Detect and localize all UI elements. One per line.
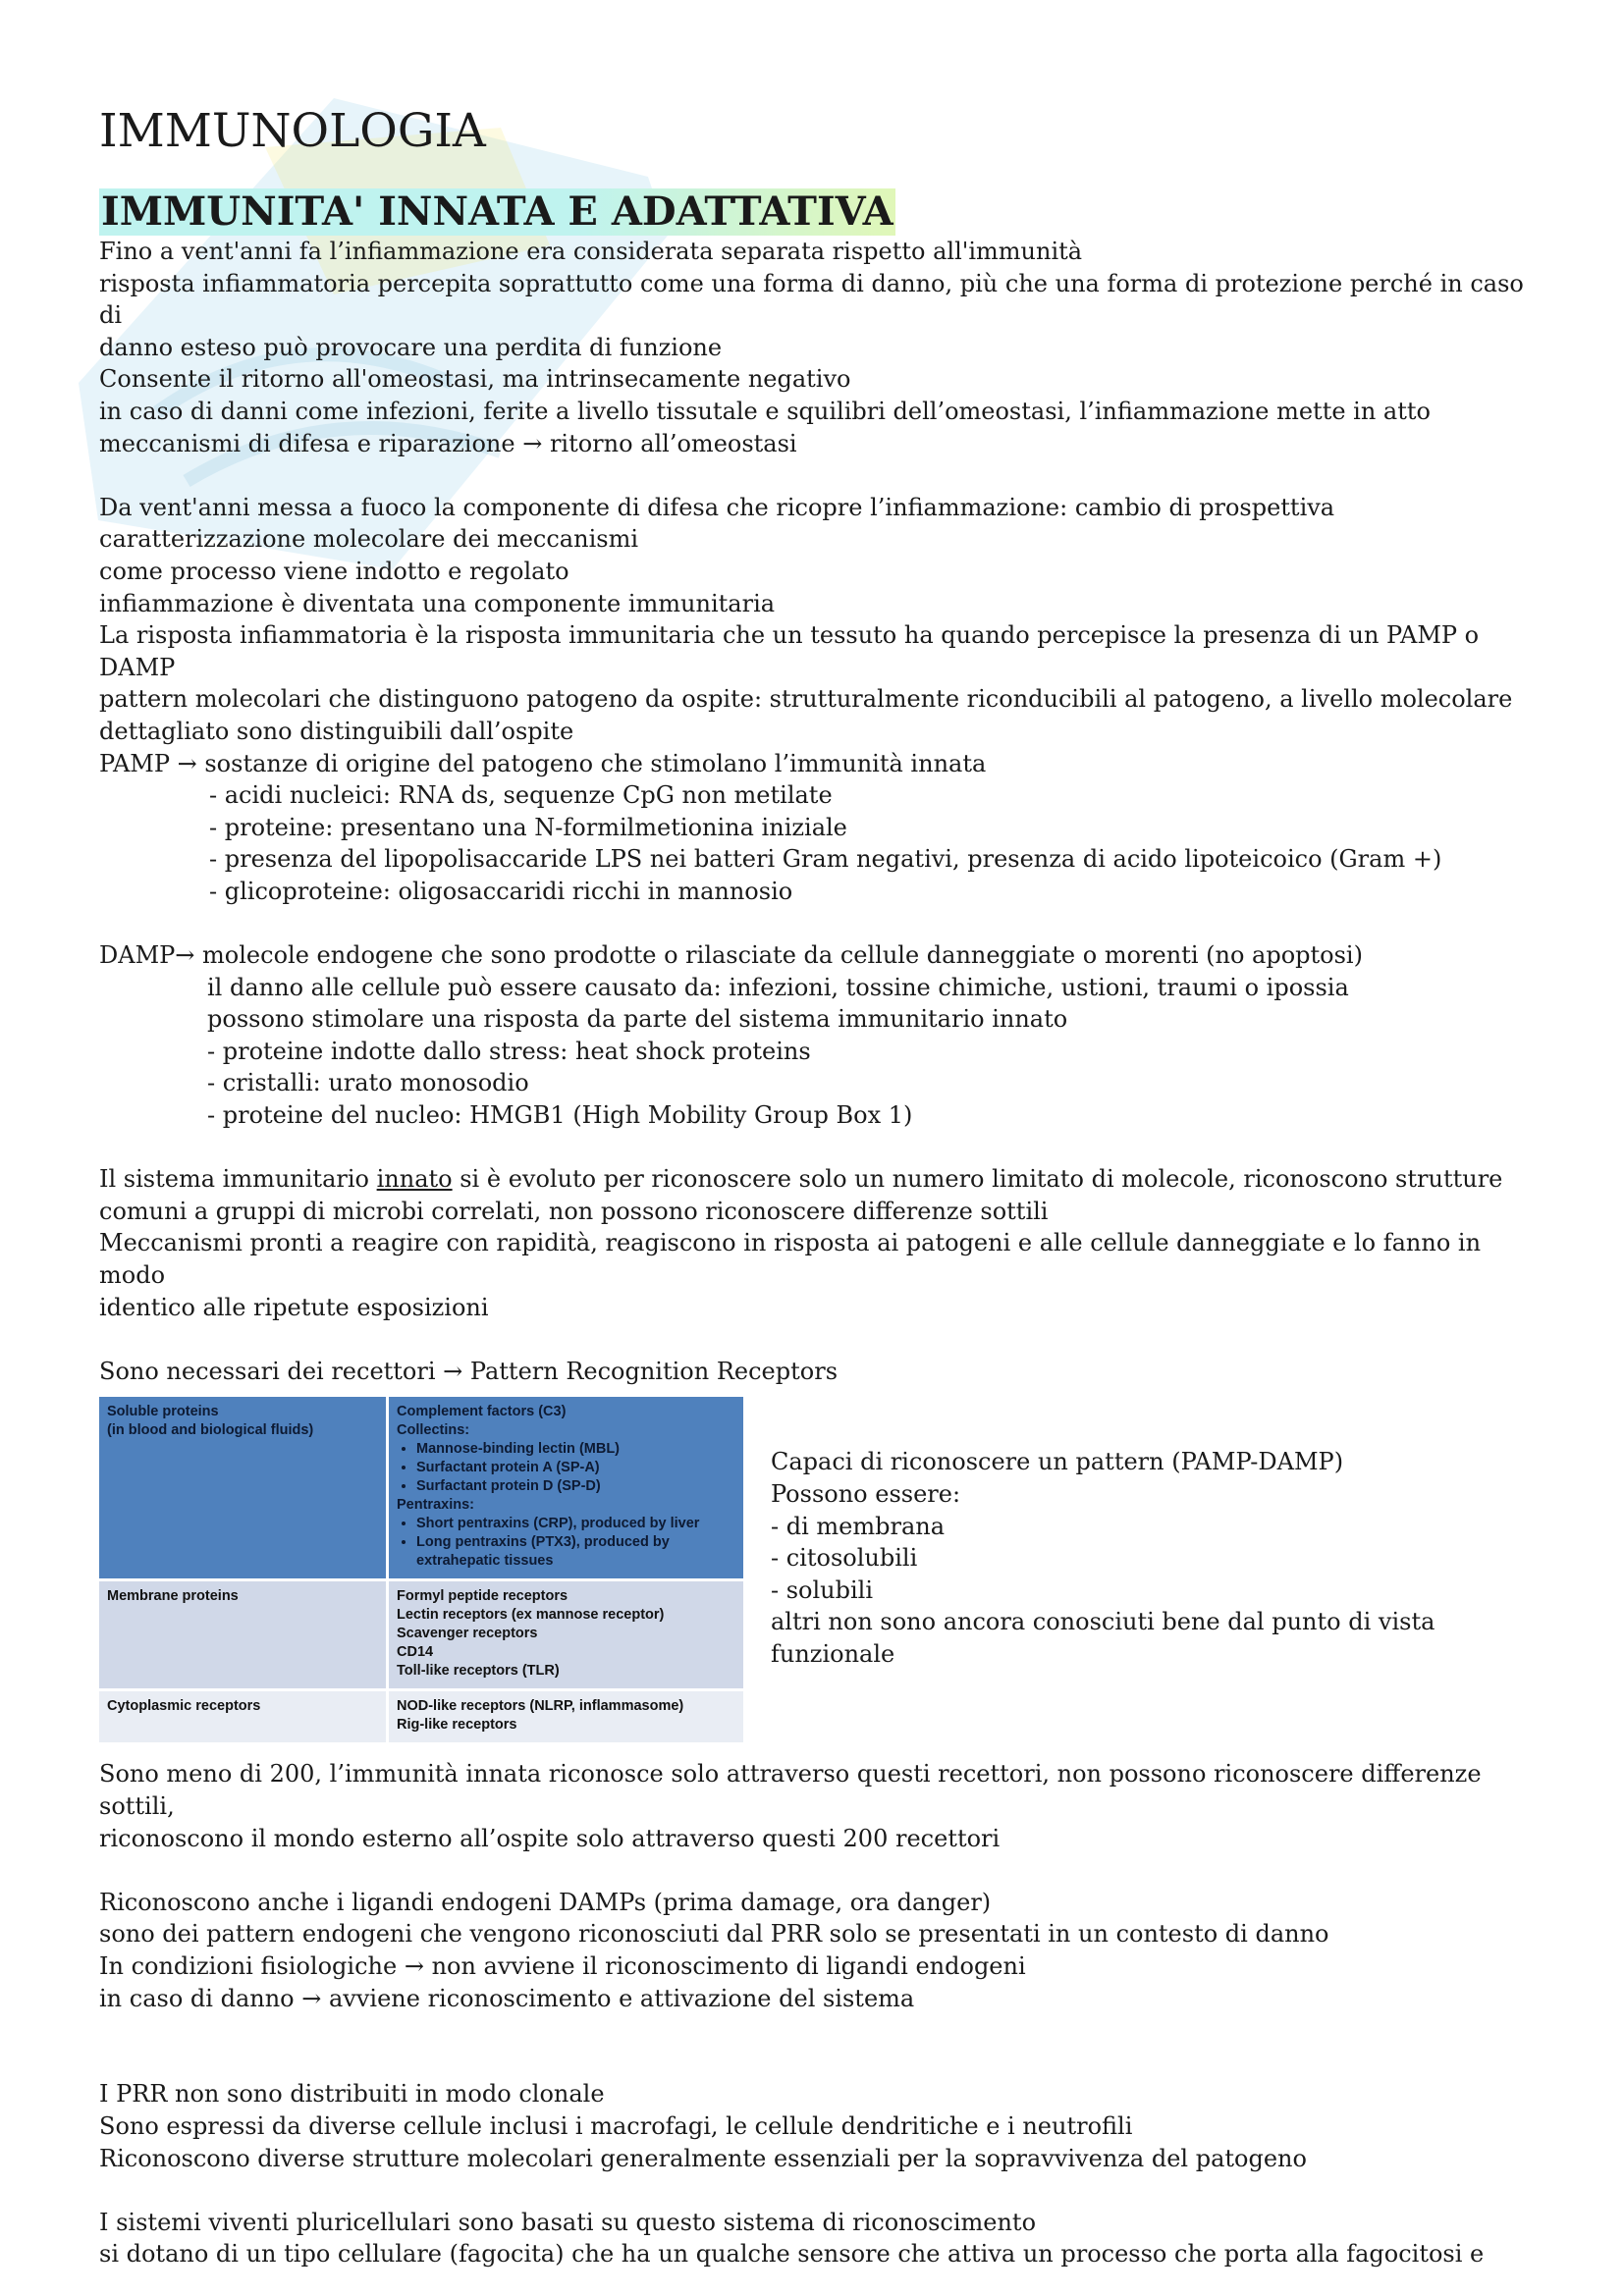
document-title: IMMUNOLOGIA	[99, 104, 486, 158]
text-line: in caso di danno → avviene riconoscimento e attivazione del sistema	[99, 1984, 915, 2012]
text-line: - citosolubili	[771, 1544, 918, 1573]
text-line: meccanismi di difesa e riparazione → ritorno all’omeostasi	[99, 429, 797, 457]
underlined-word: innato	[376, 1165, 453, 1194]
text-line: Riconoscono anche i ligandi endogeni DAMPs (prima damage, ora danger)	[99, 1888, 992, 1916]
intro-paragraph	[99, 236, 1533, 459]
text-line: Da vent'anni messa a fuoco la componente di difesa che ricopre l’infiammazione: cambio di prospettiva	[99, 493, 1335, 521]
text-line: Meccanismi pronti a reagire con rapidità, reagiscono in risposta ai patogeni e alle cellule danneggiate e lo fanno in modo	[99, 1229, 1482, 1289]
table-cell-receptors: Complement factors (C3) Collectins: • Mannose-binding lectin (MBL) • Surfactant protein A (SP-A) • Surfactant protein D (SP-D) Pentraxins: • Short pentraxins (CRP), produced by liver • Long pentraxins (PTX3), produced by extrahepatic tissues	[388, 1397, 744, 1580]
text-line: - di membrana	[771, 1512, 946, 1540]
receptor-count-paragraph	[99, 1758, 1533, 1854]
text-line: Riconoscono diverse strutture molecolari generalmente essenziali per la sopravvivenza del patogeno	[99, 2144, 1307, 2172]
text-line: in caso di danni come infezioni, ferite a livello tissutale e squilibri dell’omeostasi, l’infiammazione mette in atto	[99, 397, 1431, 425]
damp-item: - proteine indotte dallo stress: heat shock proteins	[207, 1037, 811, 1065]
text-line: risposta infiammatoria percepita soprattutto come una forma di danno, più che una forma di protezione perché in caso di	[99, 269, 1524, 330]
receptors-intro: Sono necessari dei recettori → Pattern Recognition Receptors	[99, 1357, 839, 1385]
table-cell-category: Cytoplasmic receptors	[99, 1690, 388, 1743]
text-line: Capaci di riconoscere un pattern (PAMP-DAMP)	[771, 1448, 1344, 1476]
text-line: Il sistema immunitario innato si è evoluto per riconoscere solo un numero limitato di molecole, riconoscono strutture	[99, 1165, 1503, 1194]
prr-table	[99, 1397, 743, 1742]
table-cell-receptors: Formyl peptide receptors Lectin receptors (ex mannose receptor) Scavenger receptors CD14 Toll-like receptors (TLR)	[388, 1580, 744, 1690]
text-line: riconoscono il mondo esterno all’ospite solo attraverso questi 200 recettori	[99, 1824, 1001, 1852]
pamp-section	[99, 748, 1533, 908]
damp-section	[99, 939, 1533, 1132]
pamp-item: - presenza del lipopolisaccaride LPS nei batteri Gram negativi, presenza di acido lipoteicoico (Gram +)	[209, 845, 1442, 874]
text-line: La risposta infiammatoria è la risposta immunitaria che un tessuto ha quando percepisce la presenza di un PAMP o DAMP	[99, 621, 1480, 681]
text-line: - solubili	[771, 1575, 874, 1604]
section-title: IMMUNITA' INNATA E ADATTATIVA	[101, 188, 893, 235]
pamp-heading: PAMP → sostanze di origine del patogeno che stimolano l’immunità innata	[99, 749, 987, 777]
text-line: Possono essere:	[771, 1479, 961, 1508]
damp-item: - cristalli: urato monosodio	[207, 1069, 529, 1097]
phagocyte-paragraph	[99, 2207, 1533, 2270]
text-line: pattern molecolari che distinguono patogeno da ospite: strutturalmente riconducibili al patogeno, a livello molecolare	[99, 685, 1513, 714]
prr-figure-row	[99, 1397, 1533, 1742]
text-line: I sistemi viventi pluricellulari sono basati su questo sistema di riconoscimento	[99, 2208, 1037, 2236]
prr-side-note	[771, 1446, 1435, 1670]
text-line: altri non sono ancora conosciuti bene dal punto di vista	[771, 1608, 1435, 1636]
endogenous-ligands-paragraph	[99, 1887, 1533, 2014]
pamp-item: - acidi nucleici: RNA ds, sequenze CpG non metilate	[209, 781, 833, 810]
text-line: identico alle ripetute esposizioni	[99, 1293, 489, 1321]
text-line: danno esteso può provocare una perdita di funzione	[99, 333, 723, 361]
table-cell-category: Soluble proteins (in blood and biological fluids)	[99, 1397, 388, 1580]
text-line: I PRR non sono distribuiti in modo clonale	[99, 2080, 605, 2109]
pamp-item: - glicoproteine: oligosaccaridi ricchi in mannosio	[209, 877, 793, 905]
damp-heading: DAMP→ molecole endogene che sono prodotte o rilasciate da cellule danneggiate o morenti (no apoptosi)	[99, 941, 1363, 970]
text-line: funzionale	[771, 1639, 895, 1668]
text-line: Sono meno di 200, l’immunità innata riconosce solo attraverso questi recettori, non possono riconoscere differenze sottili,	[99, 1760, 1482, 1820]
document-body	[99, 98, 1533, 2270]
table-cell-category: Membrane proteins	[99, 1580, 388, 1690]
text-line: infiammazione è diventata una componente immunitaria	[99, 589, 776, 617]
text-line: caratterizzazione molecolare dei meccanismi	[99, 525, 638, 554]
innate-system-paragraph	[99, 1163, 1533, 1323]
text-line: come processo viene indotto e regolato	[99, 557, 569, 585]
text-line: Sono espressi da diverse cellule inclusi i macrofagi, le cellule dendritiche e i neutrofili	[99, 2111, 1133, 2140]
text-line: dettagliato sono distinguibili dall’ospite	[99, 717, 574, 745]
table-row	[99, 1397, 743, 1580]
damp-item: - proteine del nucleo: HMGB1 (High Mobility Group Box 1)	[207, 1101, 913, 1130]
damp-line: il danno alle cellule può essere causato da: infezioni, tossine chimiche, ustioni, traumi o ipossia	[207, 973, 1349, 1001]
perspective-paragraph	[99, 492, 1533, 748]
pamp-item: - proteine: presentano una N-formilmetionina iniziale	[209, 813, 847, 841]
text-line: sono dei pattern endogeni che vengono riconosciuti dal PRR solo se presentati in un contesto di danno	[99, 1920, 1329, 1949]
table-row	[99, 1580, 743, 1690]
text-line: Consente il ritorno all'omeostasi, ma intrinsecamente negativo	[99, 365, 851, 394]
damp-line: possono stimolare una risposta da parte del sistema immunitario innato	[207, 1005, 1068, 1034]
text-line: comuni a gruppi di microbi correlati, non possono riconoscere differenze sottili	[99, 1197, 1049, 1225]
collectins-list: • Mannose-binding lectin (MBL) • Surfactant protein A (SP-A) • Surfactant protein D (SP-D)	[397, 1440, 735, 1496]
text-line: In condizioni fisiologiche → non avviene il riconoscimento di ligandi endogeni	[99, 1951, 1026, 1980]
text-line: si dotano di un tipo cellulare (fagocita) che ha un qualche sensore che attiva un processo che porta alla fagocitosi e	[99, 2240, 1485, 2269]
prr-distribution-paragraph	[99, 2078, 1533, 2174]
pentraxins-list: • Short pentraxins (CRP), produced by liver • Long pentraxins (PTX3), produced by extrahepatic tissues	[397, 1515, 735, 1571]
text-line: Fino a vent'anni fa l’infiammazione era considerata separata rispetto all'immunità	[99, 238, 1083, 265]
table-row	[99, 1690, 743, 1743]
table-cell-receptors: NOD-like receptors (NLRP, inflammasome) Rig-like receptors	[388, 1690, 744, 1743]
